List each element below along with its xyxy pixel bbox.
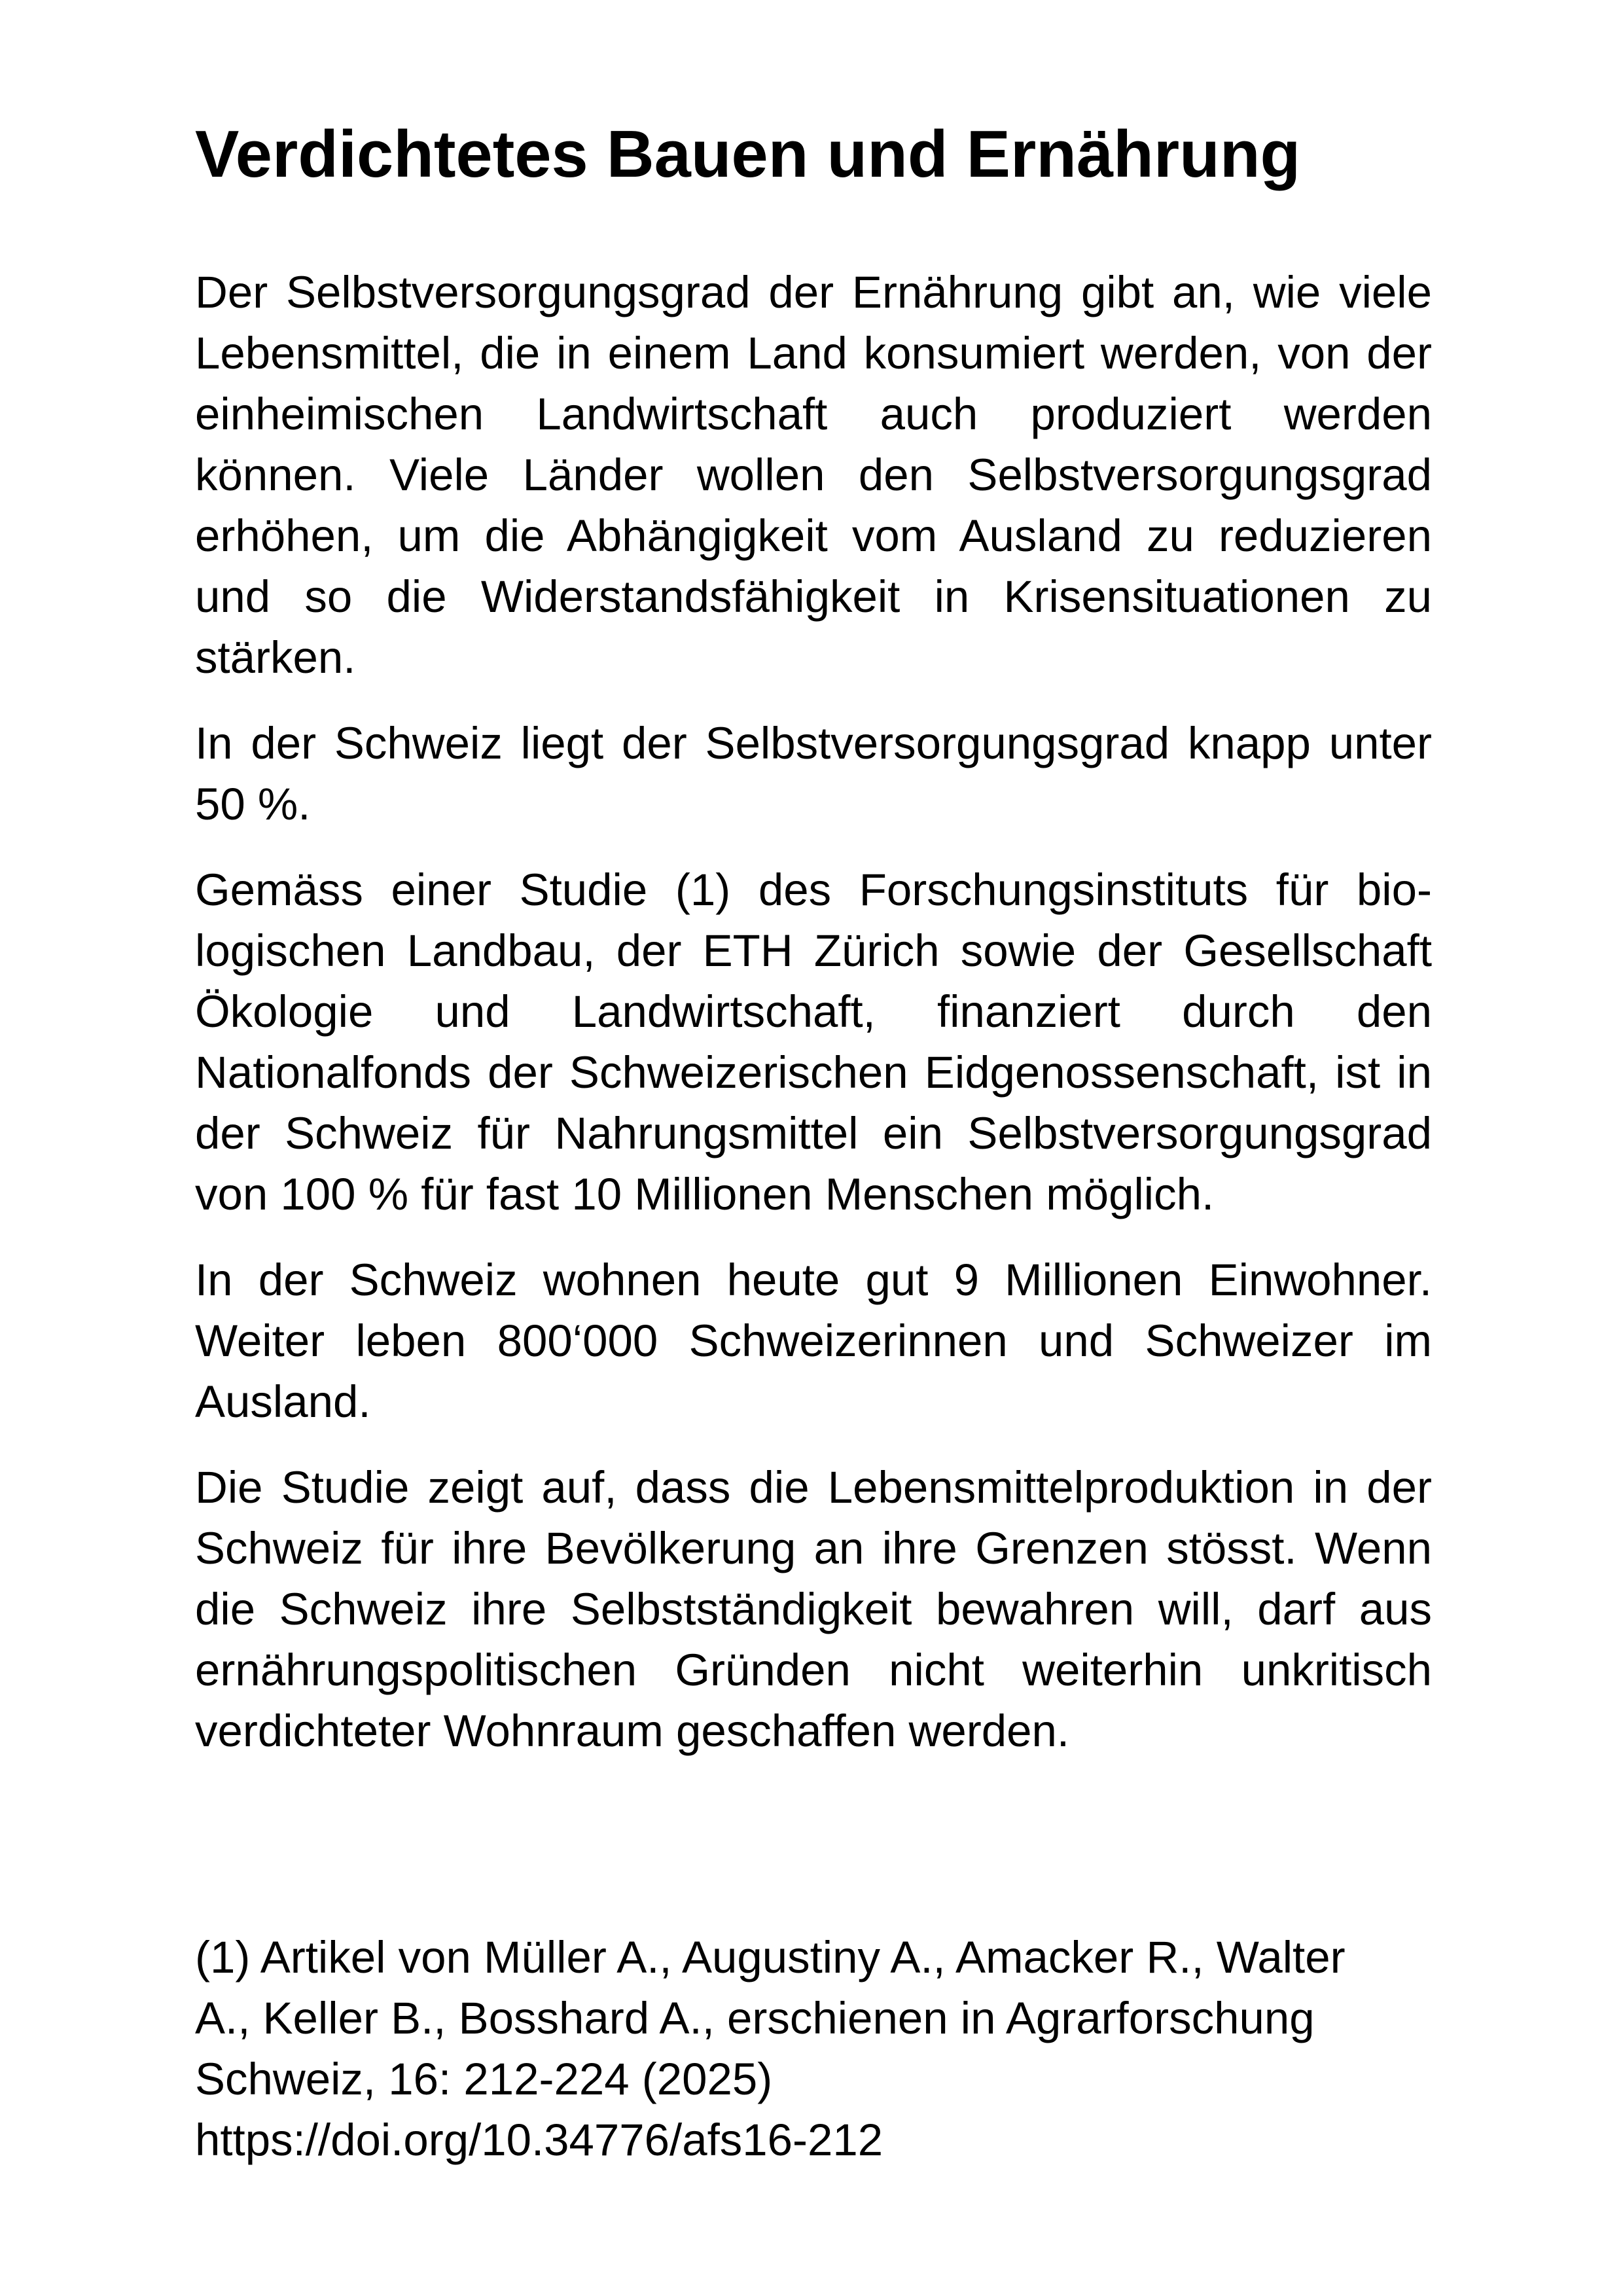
paragraph-einwohner: In der Schweiz wohnen heute gut 9 Millionen Einwohner. Weiter leben 800‘000 Schweizerinnen und Schweizer im Ausland. (195, 1255, 1432, 1427)
paragraph-schweiz-grad: In der Schweiz liegt der Selbstversorgungsgrad knapp unter 50 %. (195, 718, 1432, 829)
reference-line: A., Keller B., Bosshard A., erschienen in Agrarforschung (195, 1993, 1315, 2043)
paragraph-fazit: Die Studie zeigt auf, dass die Lebensmittelproduktion in der Schweiz für ihre Bevölkerung an ihre Grenzen stösst. Wenn die Schweiz ihre Selbstständigkeit bewahren will, darf aus ernährungspolitischen Gründen nicht weiterhin unkritisch verdichteter Wohnraum geschaffen werden. (195, 1462, 1432, 1756)
reference-footnote (195, 1927, 1432, 2170)
paragraph-selbstversorgungsgrad: Der Selbstversorgungsgrad der Ernährung gibt an, wie viele Lebensmittel, die in einem Land konsumiert werden, von der einheimischen Landwirtschaft auch produziert werden können. Viele Länder wollen den Selbstversorgungsgrad erhöhen, um die Abhängigkeit vom Ausland zu reduzieren und so die Widerstandsfähigkeit in Krisensituationen zu stärken. (195, 267, 1432, 683)
paragraph-studie: Gemäss einer Studie (1) des Forschungsinstituts für biologischen Landbau, der ETH Zürich sowie der Gesellschaft Ökologie und Landwirtschaft, finanziert durch den Nationalfonds der Schweizerischen Eidgenossenschaft, ist in der Schweiz für Nahrungsmittel ein Selbstversorgungsgrad von 100 % für fast 10 Millionen Menschen möglich. (195, 865, 1432, 1219)
doi-link[interactable]: https://doi.org/10.34776/afs16-212 (195, 2115, 883, 2165)
reference-line: (1) Artikel von Müller A., Augustiny A., Amacker R., Walter (195, 1932, 1346, 1982)
reference-line: Schweiz, 16: 212-224 (2025) (195, 2054, 773, 2104)
body-text (195, 262, 1432, 1786)
page-title: Verdichtetes Bauen und Ernährung (195, 118, 1301, 191)
